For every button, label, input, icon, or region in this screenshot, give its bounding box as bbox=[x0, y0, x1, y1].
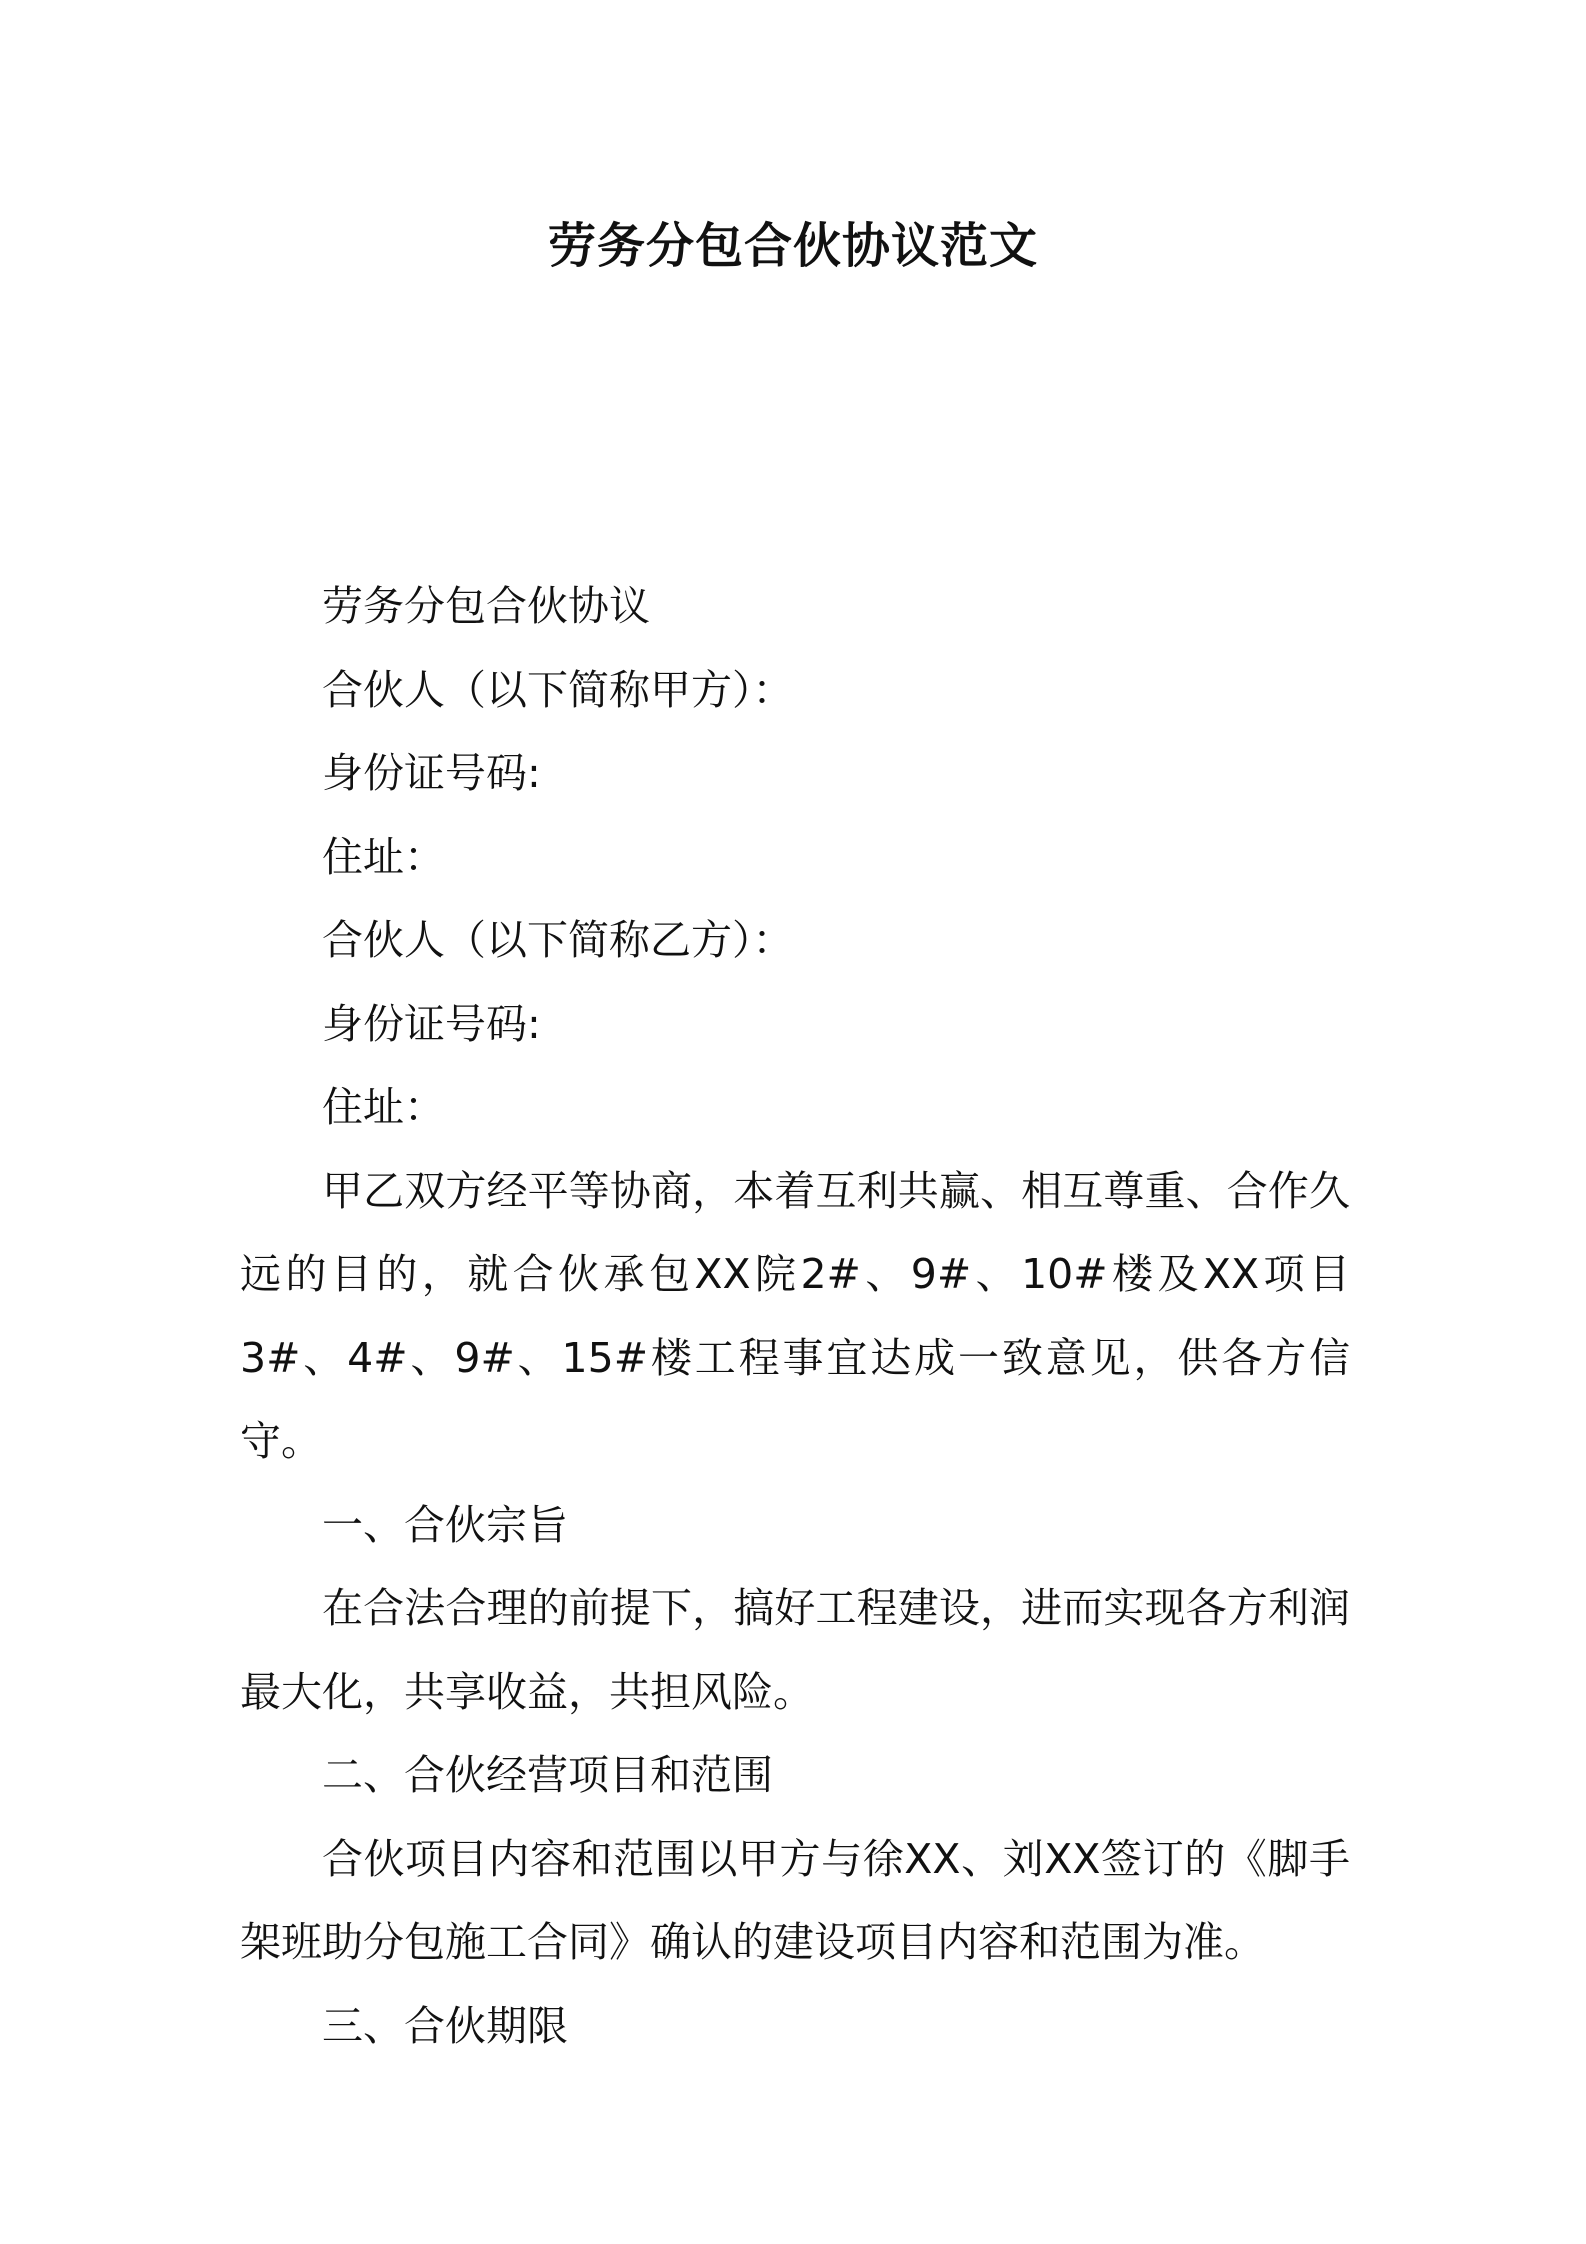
section-heading-term: 三、合伙期限 bbox=[322, 2001, 568, 2050]
party-b-address-label: 住址： bbox=[322, 1083, 445, 1131]
party-b-label: 合伙人（以下简称乙方）： bbox=[322, 916, 794, 964]
document-body bbox=[240, 565, 1350, 2068]
section-heading-scope: 二、合伙经营项目和范围 bbox=[322, 1751, 773, 1799]
section-heading-purpose: 一、合伙宗旨 bbox=[322, 1500, 568, 1549]
party-a-label: 合伙人（以下简称甲方）： bbox=[322, 665, 794, 714]
scope-paragraph: 合伙项目内容和范围以甲方与徐XX、刘XX签订的《脚手架班助分包施工合同》确认的建设项目内容和范围为准。 bbox=[240, 1834, 1350, 1966]
document-title: 劳务分包合伙协议范文 bbox=[547, 218, 1038, 274]
agreement-heading: 劳务分包合伙协议 bbox=[322, 582, 650, 630]
party-a-id-label: 身份证号码: bbox=[322, 749, 541, 797]
party-a-address-label: 住址： bbox=[322, 832, 445, 881]
purpose-paragraph: 在合法合理的前提下，搞好工程建设，进而实现各方利润最大化，共享收益，共担风险。 bbox=[240, 1584, 1350, 1716]
preamble-paragraph: 甲乙双方经平等协商，本着互利共赢、相互尊重、合作久远的目的，就合伙承包XX院2#、9#、10#楼及XX项目3#、4#、9#、15#楼工程事宜达成一致意见，供各方信守。 bbox=[240, 1166, 1350, 1465]
party-b-id-label: 身份证号码: bbox=[322, 999, 541, 1048]
